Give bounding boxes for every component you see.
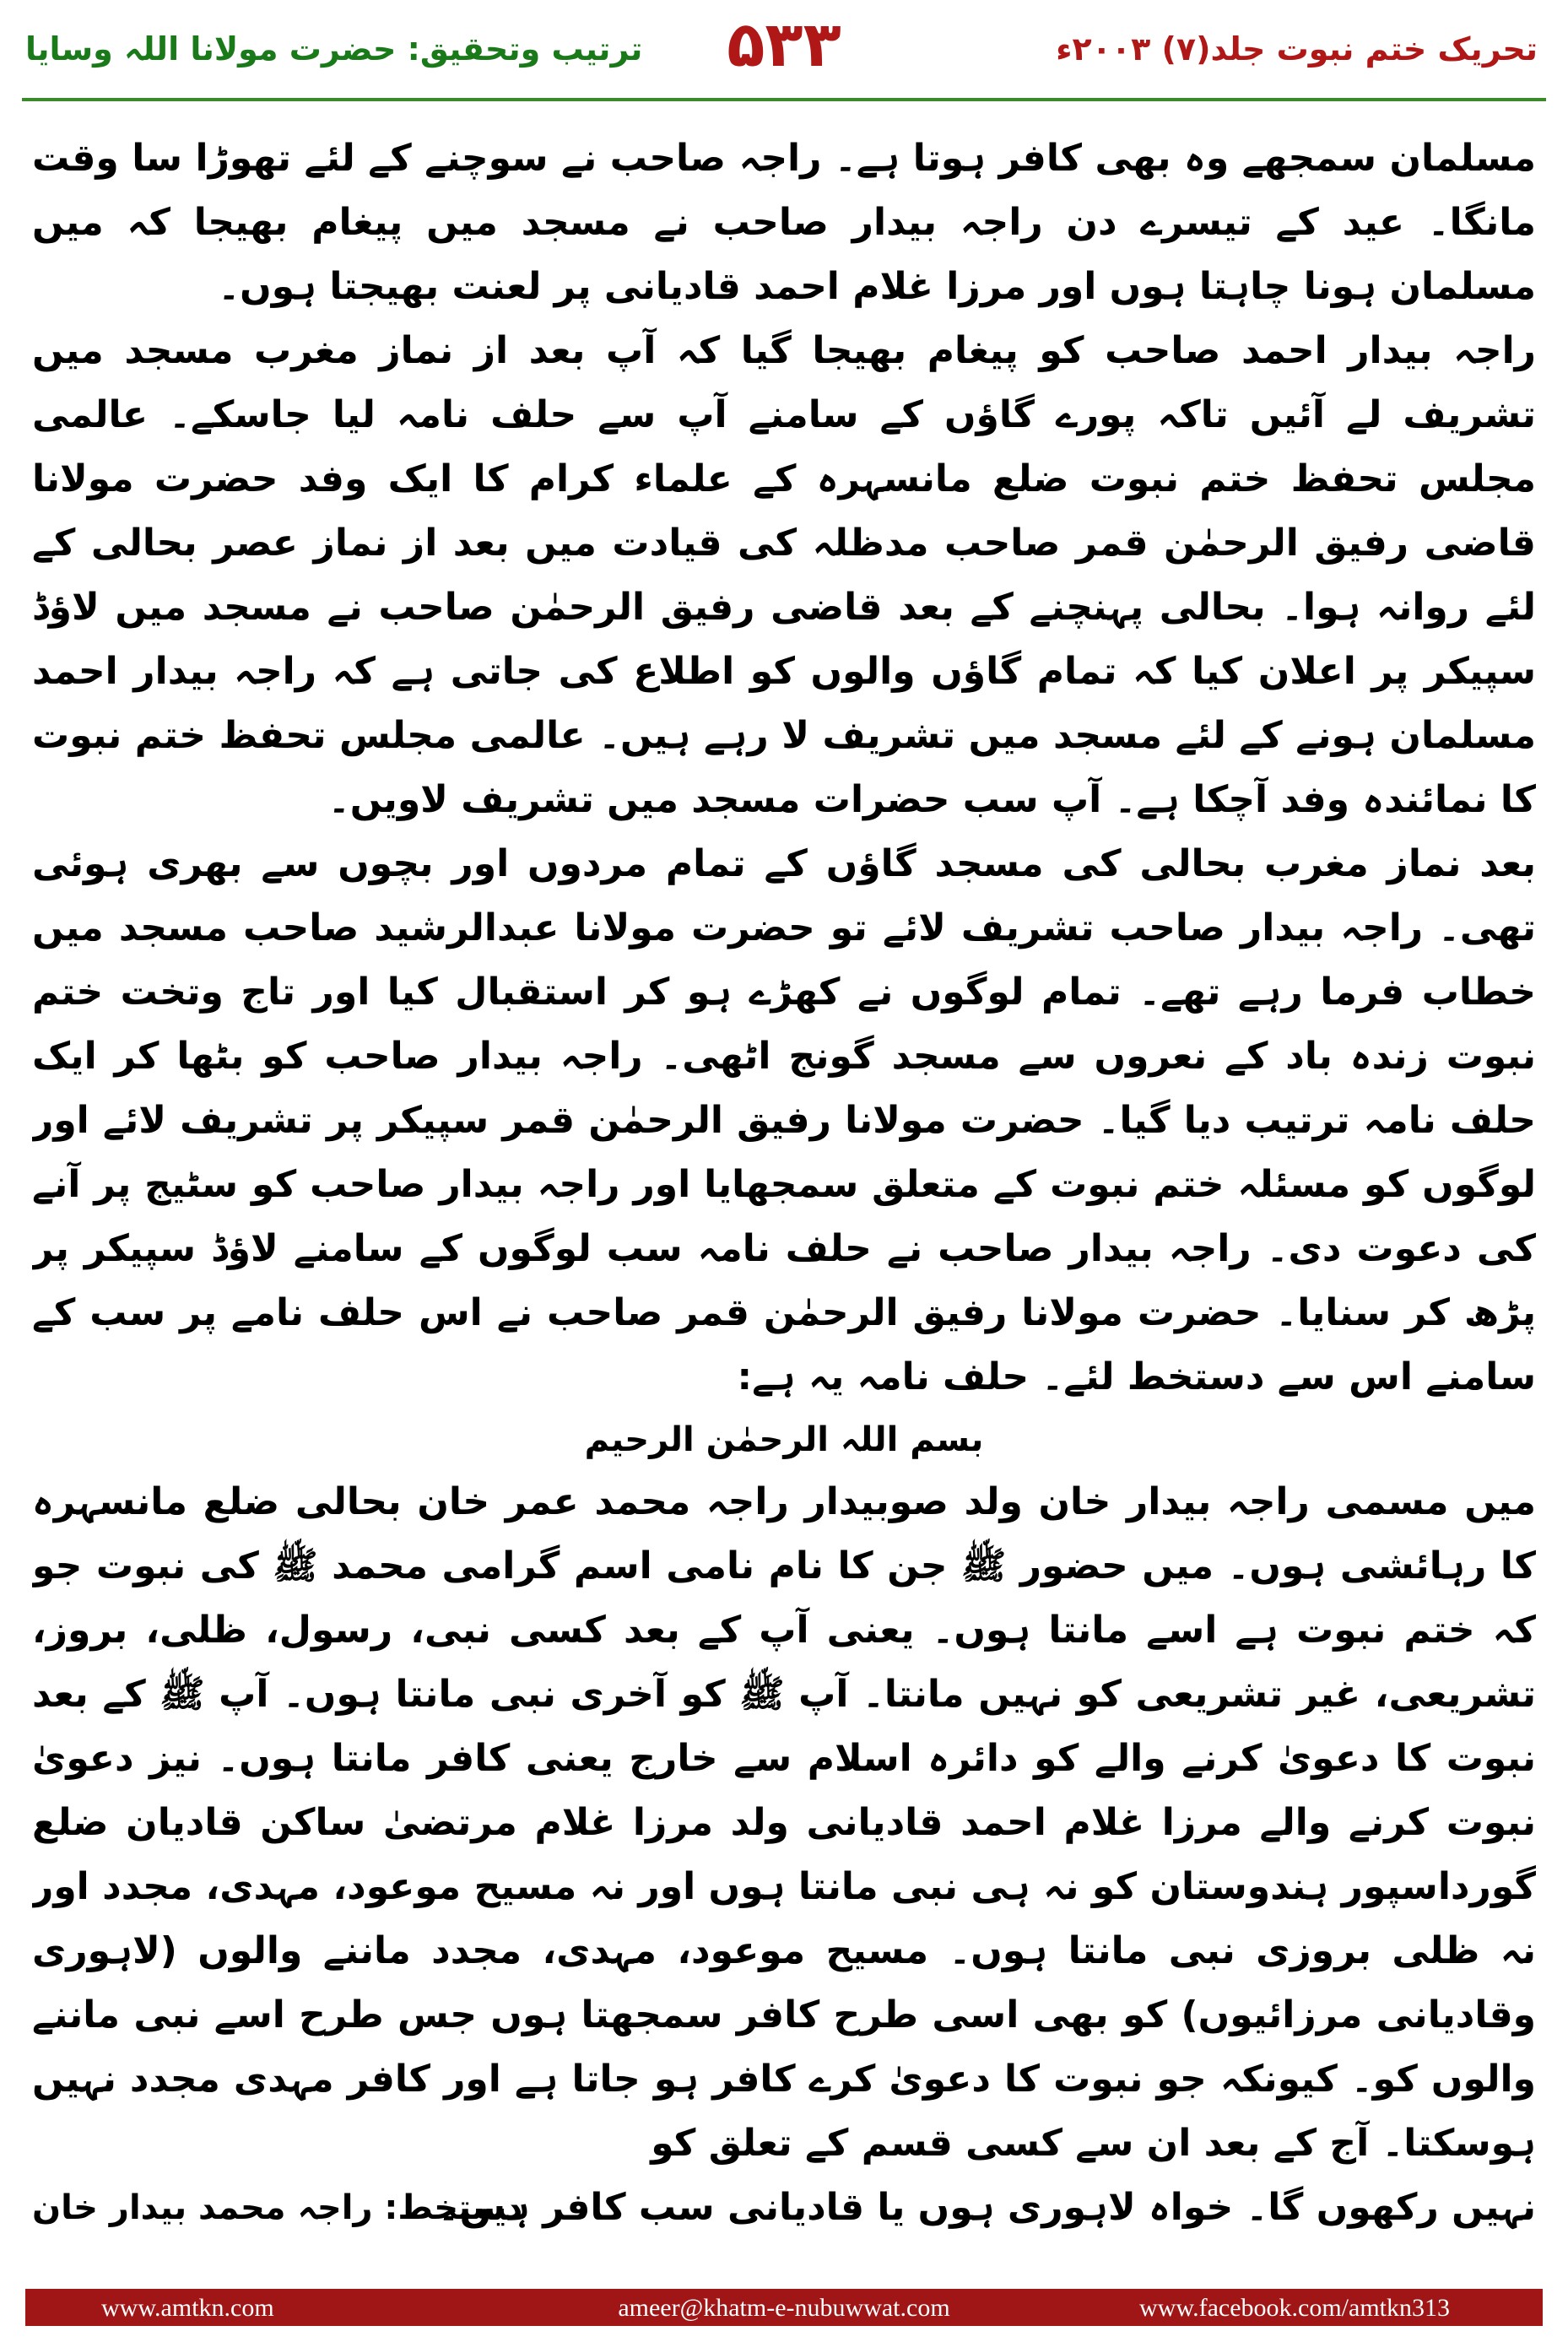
paragraph-2: راجہ بیدار احمد صاحب کو پیغام بھیجا گیا کہ آپ بعد از نماز مغرب مسجد میں تشریف لے آئیں تاکہ پورے گاؤں کے سامنے آپ سے حلف نامہ لیا جاسکے۔ عالمی مجلس تحفظ ختم نبوت ضلع مانسہرہ کے علماء کرام کا ایک وفد حضرت مولانا قاضی رفیق الرحمٰن قمر صاحب مدظلہ کی قیادت میں بعد از نماز عصر بحالی کے لئے روانہ ہوا۔ بحالی پہنچنے کے بعد قاضی رفیق الرحمٰن صاحب نے مسجد میں لاؤڈ سپیکر پر اعلان کیا کہ تمام گاؤں والوں کو اطلاع کی جاتی ہے کہ راجہ بیدار احمد مسلمان ہونے کے لئے مسجد میں تشریف لا رہے ہیں۔ عالمی مجلس تحفظ ختم نبوت کا نمائندہ وفد آچکا ہے۔ آپ سب حضرات مسجد میں تشریف لاویں۔ xyxy=(32,329,1536,821)
paragraph-1: مسلمان سمجھے وہ بھی کافر ہوتا ہے۔ راجہ صاحب نے سوچنے کے لئے تھوڑا سا وقت مانگا۔ عید کے تیسرے دن راجہ بیدار صاحب نے مسجد میں پیغام بھیجا کہ میں مسلمان ہونا چاہتا ہوں اور مرزا غلام احمد قادیانی پر لعنت بھیجتا ہوں۔ xyxy=(32,137,1536,308)
bismillah: بسم اللہ الرحمٰن الرحیم xyxy=(584,1420,984,1459)
page-body xyxy=(32,127,1536,2262)
oath-end: نہیں رکھوں گا۔ خواہ لاہوری ہوں یا قادیانی سب کافر ہیں۔ xyxy=(437,2186,1536,2229)
footer-email-link[interactable]: ameer@khatm-e-nubuwwat.com xyxy=(618,2294,950,2322)
header-divider xyxy=(22,98,1546,101)
header-compiler: ترتیب وتحقیق: حضرت مولانا اللہ وسایا xyxy=(25,30,643,68)
page-number: ۵۳۳ xyxy=(727,8,841,81)
oath-text: میں مسمی راجہ بیدار خان ولد صوبیدار راجہ محمد عمر خان بحالی ضلع مانسہرہ کا رہائشی ہوں۔ میں حضور ﷺ جن کا نام نامی اسم گرامی محمد ﷺ کی نبوت جو کہ ختم نبوت ہے اسے مانتا ہوں۔ یعنی آپ کے بعد کسی نبی، رسول، ظلی، بروز، تشریعی، غیر تشریعی کو نہیں مانتا۔ آپ ﷺ کو آخری نبی مانتا ہوں۔ آپ ﷺ کے بعد نبوت کا دعویٰ کرنے والے کو دائرہ اسلام سے خارج یعنی کافر مانتا ہوں۔ نیز دعویٰ نبوت کرنے والے مرزا غلام احمد قادیانی ولد مرزا غلام مرتضیٰ ساکن قادیان ضلع گورداسپور ہندوستان کو نہ ہی نبی مانتا ہوں اور نہ مسیح موعود، مہدی، مجدد اور نہ ظلی بروزی نبی مانتا ہوں۔ مسیح موعود، مہدی، مجدد ماننے والوں (لاہوری وقادیانی مرزائیوں) کو بھی اسی طرح کافر سمجھتا ہوں جس طرح اسے نبی ماننے والوں کو۔ کیونکہ جو نبوت کا دعویٰ کرے کافر ہو جاتا ہے اور کافر مہدی مجدد نہیں ہوسکتا۔ آج کے بعد ان سے کسی قسم کے تعلق کو xyxy=(32,1480,1536,2165)
page-footer xyxy=(25,2289,1543,2326)
page-header xyxy=(0,0,1568,101)
footer-website-link[interactable]: www.amtkn.com xyxy=(101,2294,274,2322)
footer-facebook-link[interactable]: www.facebook.com/amtkn313 xyxy=(1139,2294,1450,2322)
oath-signature-row xyxy=(32,2176,1536,2240)
header-book-title: تحریک ختم نبوت جلد(۷) ۲۰۰۳ء xyxy=(1056,30,1538,68)
signature: دستخط: راجہ محمد بیدار خان xyxy=(32,2188,523,2227)
witness-1 xyxy=(32,2240,1536,2262)
paragraph-3: بعد نماز مغرب بحالی کی مسجد گاؤں کے تمام مردوں اور بچوں سے بھری ہوئی تھی۔ راجہ بیدار صاحب تشریف لائے تو حضرت مولانا عبدالرشید صاحب مسجد میں خطاب فرما رہے تھے۔ تمام لوگوں نے کھڑے ہو کر استقبال کیا اور تاج وتخت ختم نبوت زندہ باد کے نعروں سے مسجد گونج اٹھی۔ راجہ بیدار صاحب کو بٹھا کر ایک حلف نامہ ترتیب دیا گیا۔ حضرت مولانا رفیق الرحمٰن قمر سپیکر پر تشریف لائے اور لوگوں کو مسئلہ ختم نبوت کے متعلق سمجھایا اور راجہ بیدار صاحب کو سٹیج پر آنے کی دعوت دی۔ راجہ بیدار صاحب نے حلف نامہ سب لوگوں کے سامنے لاؤڈ سپیکر پر پڑھ کر سنایا۔ حضرت مولانا رفیق الرحمٰن قمر صاحب نے اس حلف نامے پر سب کے سامنے اس سے دستخط لئے۔ حلف نامہ یہ ہے: xyxy=(32,842,1536,1398)
